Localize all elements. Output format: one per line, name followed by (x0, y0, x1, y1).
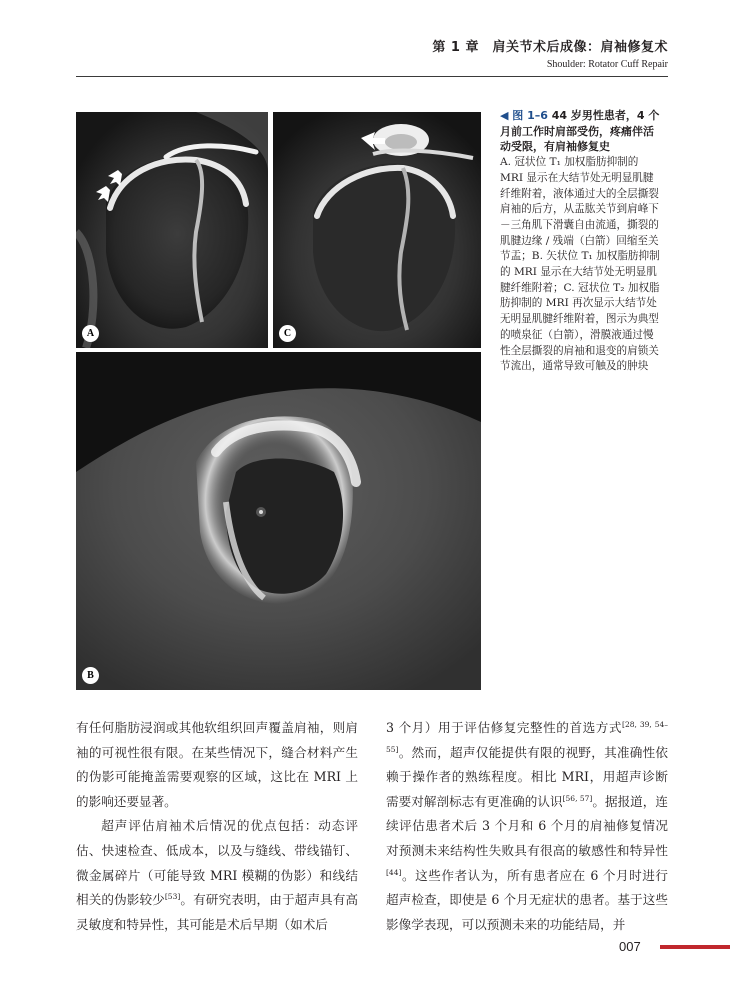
figure-panel-a (76, 112, 268, 348)
chapter-title-en: Shoulder: Rotator Cuff Repair (546, 59, 668, 70)
paragraph-text: 。有研究表明，由于超声具有高灵敏度和特异性，其可能是术后早期（如术后 (76, 892, 359, 932)
header-rule (76, 76, 668, 77)
paragraph-text: 。然而，超声仅能提供有限的视野，其准确性依赖于操作者的熟练程度。相比 MRI，用超声诊断需要对解剖标志有更准确的认识 (386, 744, 668, 809)
chapter-title-cn: 第 1 章 肩关节术后成像：肩袖修复术 (432, 40, 668, 55)
running-header (432, 36, 668, 70)
caption-title-text: 44 岁男性患者，4 个月前工作时肩部受伤，疼痛伴活动受限，有肩袖修复史 (500, 109, 660, 154)
body-column-left (76, 716, 358, 937)
paragraph (76, 814, 358, 937)
caption-body: A. 冠状位 T₁ 加权脂肪抑制的 MRI 显示在大结节处无明显肌腱纤维附着，液体通过大的全层撕裂肩袖的后方，从盂肱关节到肩峰下－三角肌下滑囊自由流通，撕裂的肌腱边缘 / 残端（白箭）回缩至关节盂；B. 矢状位 T₁ 加权脂肪抑制的 MRI 显示在大结节处无明显肌腱纤维附着；C. 冠状位 T₂ 加权脂肪抑制的 MRI 再次显示大结节处无明显肌腱纤维附着，图示为典型的喷泉征（白箭），滑膜液通过慢性全层撕裂的肩袖和退变的肩锁关节流出，通常导致可触及的肿块 (500, 156, 660, 373)
figure-caption (500, 108, 660, 375)
figure-panel-c (273, 112, 481, 348)
mri-image-c (273, 112, 481, 348)
caption-figure-number: ◀ 图 1–6 (500, 109, 548, 122)
citation: [44] (386, 867, 402, 877)
mri-image-b (76, 352, 481, 690)
paragraph-text: 超声评估肩袖术后情况的优点包括：动态评估、快速检查、低成本，以及与缝线、带线锚钉、微金属碎片（可能导致 MRI 模糊的伪影）和线结相关的伪影较少 (76, 818, 358, 908)
panel-label-c: C (279, 325, 296, 342)
page-number: 007 (619, 939, 641, 954)
paragraph: 有任何脂肪浸润或其他软组织回声覆盖肩袖，则肩袖的可视性很有限。在某些情况下，缝合材料产生的伪影可能掩盖需要观察的区域，这比在 MRI 上的影响还要显著。 (76, 720, 358, 809)
body-column-right (386, 716, 668, 937)
caption-title (500, 108, 660, 155)
panel-label-b: B (82, 667, 99, 684)
paragraph-text: 。这些作者认为，所有患者应在 6 个月时进行超声检查，即使是 6 个月无症状的患者。基于这些影像学表现，可以预测未来的功能结局，并 (386, 867, 668, 932)
paragraph (386, 716, 668, 937)
paragraph-text: 3 个月）用于评估修复完整性的首选方式 (386, 720, 623, 735)
page-accent-bar (660, 945, 730, 949)
citation: [53] (164, 891, 181, 901)
mri-image-a (76, 112, 268, 348)
panel-label-a: A (82, 325, 99, 342)
paragraph-text: 。据报道，连续评估患者术后 3 个月和 6 个月的肩袖修复情况对预测未来结构性失败具有很高的敏感性和特异性 (386, 793, 669, 858)
figure-panel-b (76, 352, 481, 690)
citation: [56, 57] (562, 793, 593, 803)
citation: [28, 39, 54–55] (386, 719, 668, 754)
